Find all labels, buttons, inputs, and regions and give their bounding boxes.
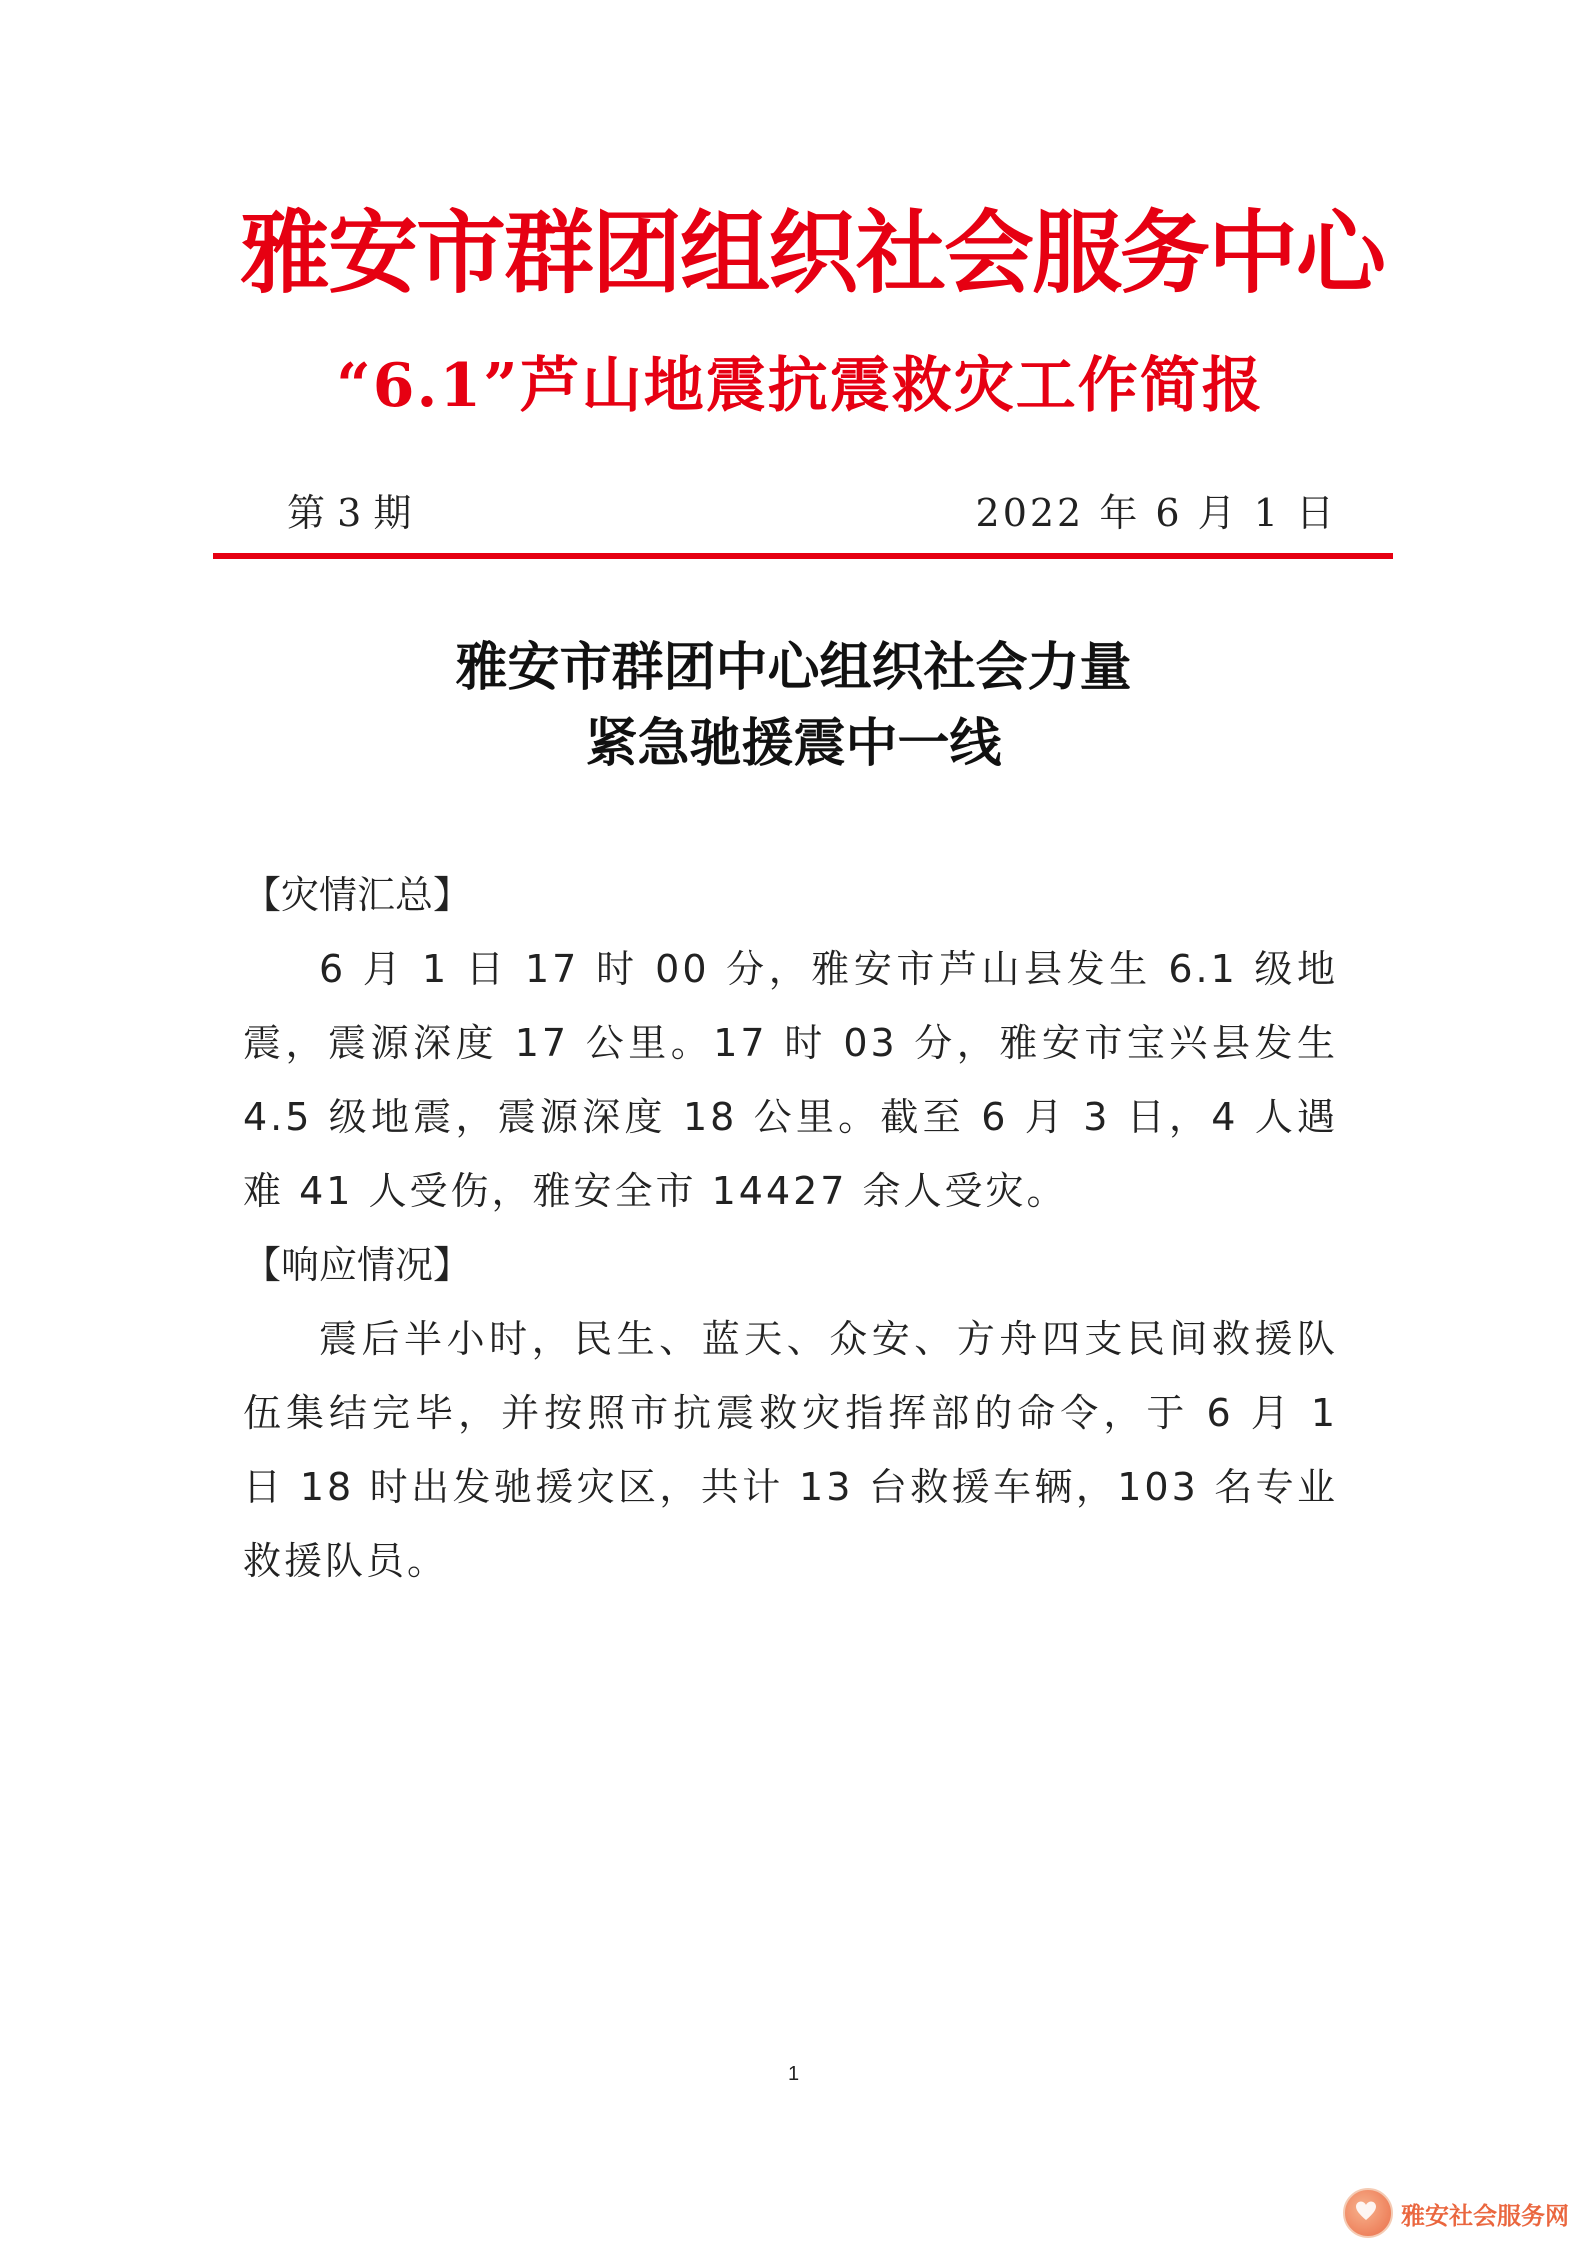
headline-line-1: 雅安市群团中心组织社会力量	[455, 637, 1132, 698]
organization-title: 雅安市群团组织社会服务中心	[240, 200, 1384, 306]
page-number: 1	[787, 2063, 800, 2085]
article-headline	[0, 630, 1587, 782]
section-heading-response: 【响应情况】	[243, 1243, 472, 1287]
article-body	[243, 858, 1338, 1598]
issue-date: 2022 年 6 月 1 日	[975, 491, 1337, 535]
watermark-text: 雅安社会服务网	[1401, 2201, 1569, 2230]
section-heading-disaster: 【灾情汇总】	[243, 873, 472, 917]
site-watermark	[1343, 2188, 1569, 2238]
header-divider	[213, 553, 1393, 559]
report-title: “6.1”芦山地震抗震救灾工作简报	[336, 351, 1264, 421]
headline-line-2: 紧急驰援震中一线	[585, 713, 1002, 774]
section-text-disaster: 6 月 1 日 17 时 00 分，雅安市芦山县发生 6.1 级地震，震源深度 17 公里。17 时 03 分，雅安市宝兴县发生 4.5 级地震，震源深度 18 公里。截至 6 月 3 日，4 人遇难 41 人受伤，雅安全市 14427 余人受灾。	[243, 947, 1338, 1213]
heart-hands-icon	[1343, 2188, 1393, 2238]
issue-number: 第 3 期	[287, 491, 412, 535]
section-text-response: 震后半小时，民生、蓝天、众安、方舟四支民间救援队伍集结完毕，并按照市抗震救灾指挥部的命令，于 6 月 1 日 18 时出发驰援灾区，共计 13 台救援车辆，103 名专业救援队员。	[243, 1317, 1338, 1583]
